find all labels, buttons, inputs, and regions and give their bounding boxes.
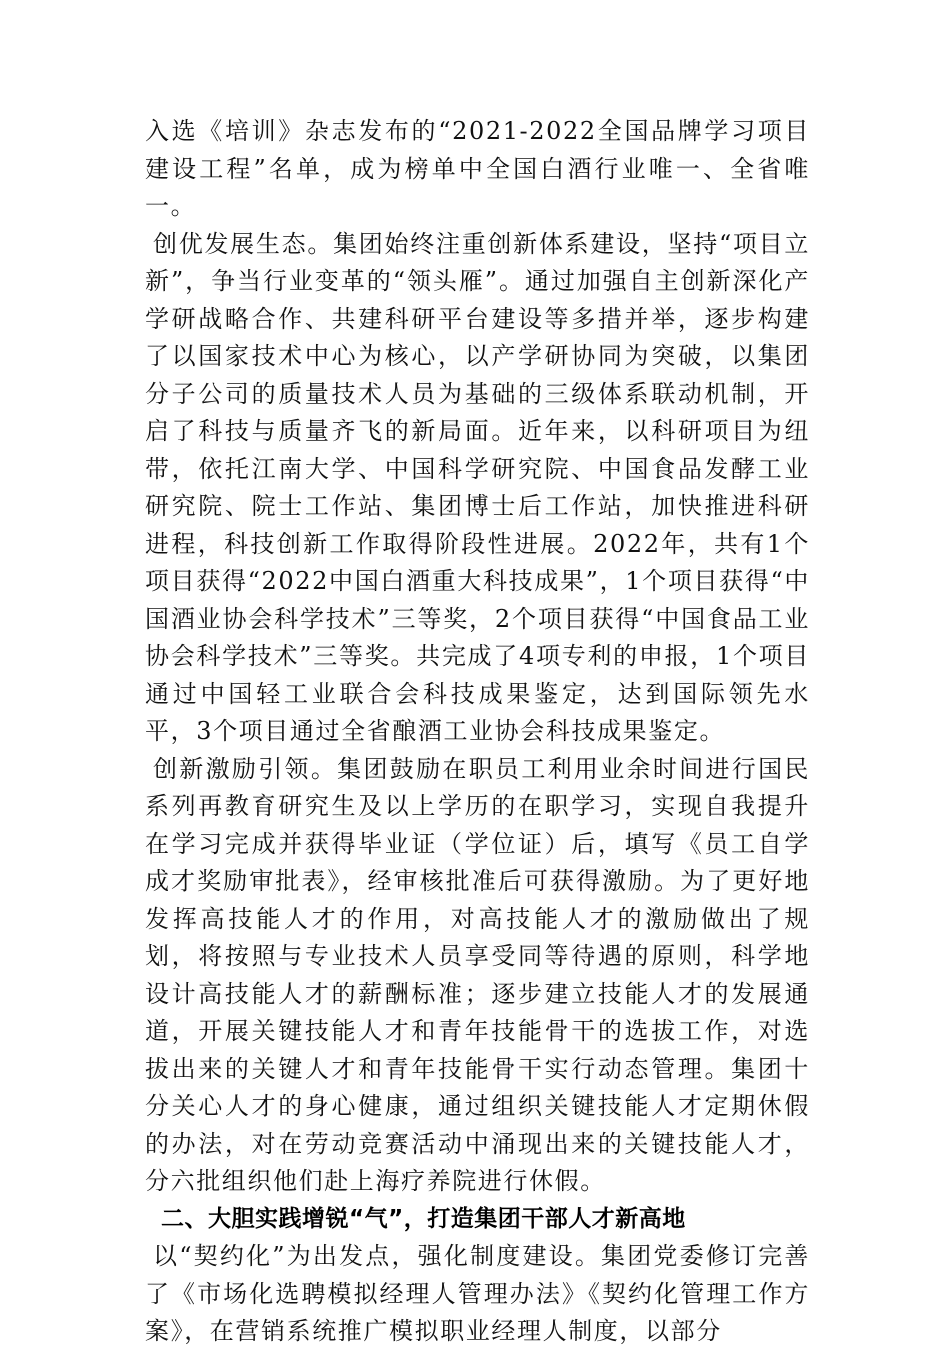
document-body bbox=[145, 113, 810, 1351]
section-heading-two: 二、大胆实践增锐“气”，打造集团干部人才新高地 bbox=[161, 1205, 686, 1232]
paragraph-contract-system: 以“契约化”为出发点，强化制度建设。集团党委修订完善了《市场化选聘模拟经理人管理办法》《契约化管理工作方案》，在营销系统推广模拟职业经理人制度，以部分 bbox=[145, 1242, 810, 1345]
paragraph-brand-learning: 入选《培训》杂志发布的“2021-2022全国品牌学习项目建设工程”名单，成为榜单中全国白酒行业唯一、全省唯一。 bbox=[145, 117, 810, 220]
paragraph-innovation-ecosystem: 创优发展生态。集团始终注重创新体系建设，坚持“项目立新”，争当行业变革的“领头雁”。通过加强自主创新深化产学研战略合作、共建科研平台建设等多措并举，逐步构建了以国家技术中心为核心，以产学研协同为突破，以集团分子公司的质量技术人员为基础的三级体系联动机制，开启了科技与质量齐飞的新局面。近年来，以科研项目为纽带，依托江南大学、中国科学研究院、中国食品发酵工业研究院、院士工作站、集团博士后工作站，加快推进科研进程，科技创新工作取得阶段性进展。2022年，共有1个项目获得“2022中国白酒重大科技成果”，1个项目获得“中国酒业协会科学技术”三等奖，2个项目获得“中国食品工业协会科学技术”三等奖。共完成了4项专利的申报，1个项目通过中国轻工业联合会科技成果鉴定，达到国际领先水平，3个项目通过全省酿酒工业协会科技成果鉴定。 bbox=[145, 229, 810, 745]
paragraph-innovation-incentive: 创新激励引领。集团鼓励在职员工利用业余时间进行国民系列再教育研究生及以上学历的在职学习，实现自我提升在学习完成并获得毕业证（学位证）后，填写《员工自学成才奖励审批表》，经审核批准后可获得激励。为了更好地发挥高技能人才的作用，对高技能人才的激励做出了规划，将按照与专业技术人员享受同等待遇的原则，科学地设计高技能人才的薪酬标准；逐步建立技能人才的发展通道，开展关键技能人才和青年技能骨干的选拔工作，对选拔出来的关键人才和青年技能骨干实行动态管理。集团十分关心人才的身心健康，通过组织关键技能人才定期休假的办法，对在劳动竞赛活动中涌现出来的关键技能人才，分六批组织他们赴上海疗养院进行休假。 bbox=[145, 754, 810, 1195]
